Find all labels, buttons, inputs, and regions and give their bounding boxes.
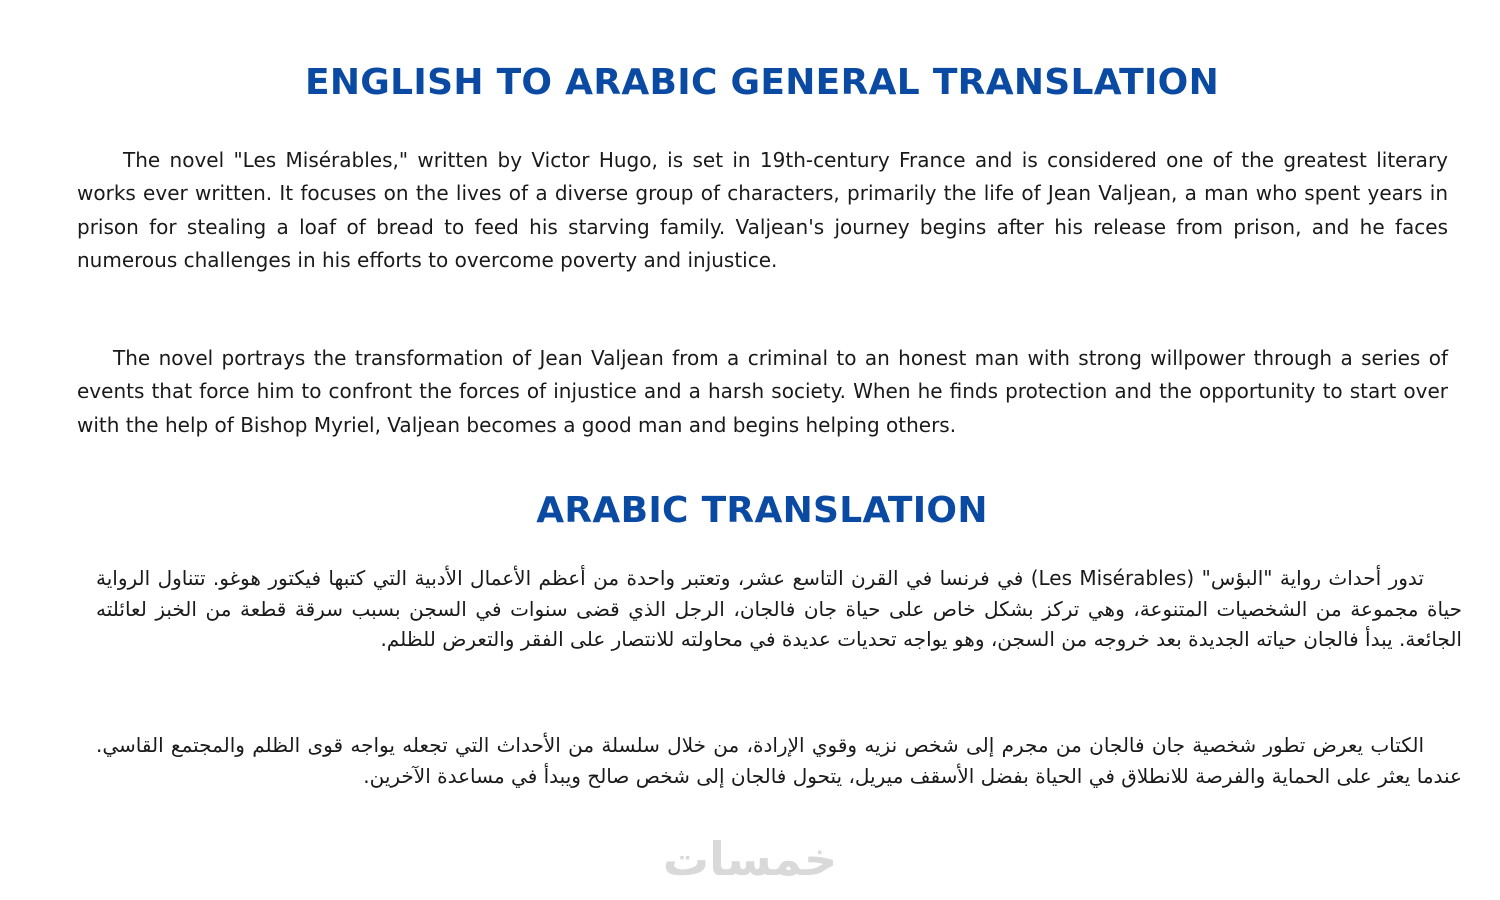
english-paragraph-2: The novel portrays the transformation of Jean Valjean from a criminal to an honest man with strong willpower through a series of events that force him to confront the forces of injustice and a harsh society. When he finds protection and the opportunity to start over with the help of Bishop Myriel, Valjean becomes a good man and begins helping others. — [77, 346, 1448, 437]
arabic-section-title: ARABIC TRANSLATION — [536, 490, 988, 531]
arabic-paragraph-2: الكتاب يعرض تطور شخصية جان فالجان من مجرم إلى شخص نزيه وقوي الإرادة، من خلال سلسلة من الأحداث التي تجعله يواجه قوى الظلم والمجتمع القاسي. عندما يعثر على الحماية والفرصة للانطلاق في الحياة بفضل الأسقف ميريل، يتحول فالجان إلى شخص صالح ويبدأ في مساعدة الآخرين. — [96, 733, 1462, 788]
khamsat-watermark-logo: خمسات — [662, 832, 838, 886]
english-paragraph-1: The novel "Les Misérables," written by Victor Hugo, is set in 19th-century France and is considered one of the greatest literary works ever written. It focuses on the lives of a diverse group of characters, primarily the life of Jean Valjean, a man who spent years in prison for stealing a loaf of bread to feed his starving family. Valjean's journey begins after his release from prison, and he faces numerous challenges in his efforts to overcome poverty and injustice. — [77, 148, 1448, 272]
arabic-paragraph-1: تدور أحداث رواية "البؤس" (Les Misérables) في فرنسا في القرن التاسع عشر، وتعتبر واحدة من أعظم الأعمال الأدبية التي كتبها فيكتور هوغو. تتناول الرواية حياة مجموعة من الشخصيات المتنوعة، وهي تركز بشكل خاص على حياة جان فالجان، الرجل الذي قضى سنوات في السجن بسبب سرقة قطعة من الخبز لعائلته الجائعة. يبدأ فالجان حياته الجديدة بعد خروجه من السجن، وهو يواجه تحديات عديدة في محاولته للانتصار على الفقر والتعرض للظلم. — [96, 566, 1462, 651]
page-title: ENGLISH TO ARABIC GENERAL TRANSLATION — [304, 62, 1220, 103]
